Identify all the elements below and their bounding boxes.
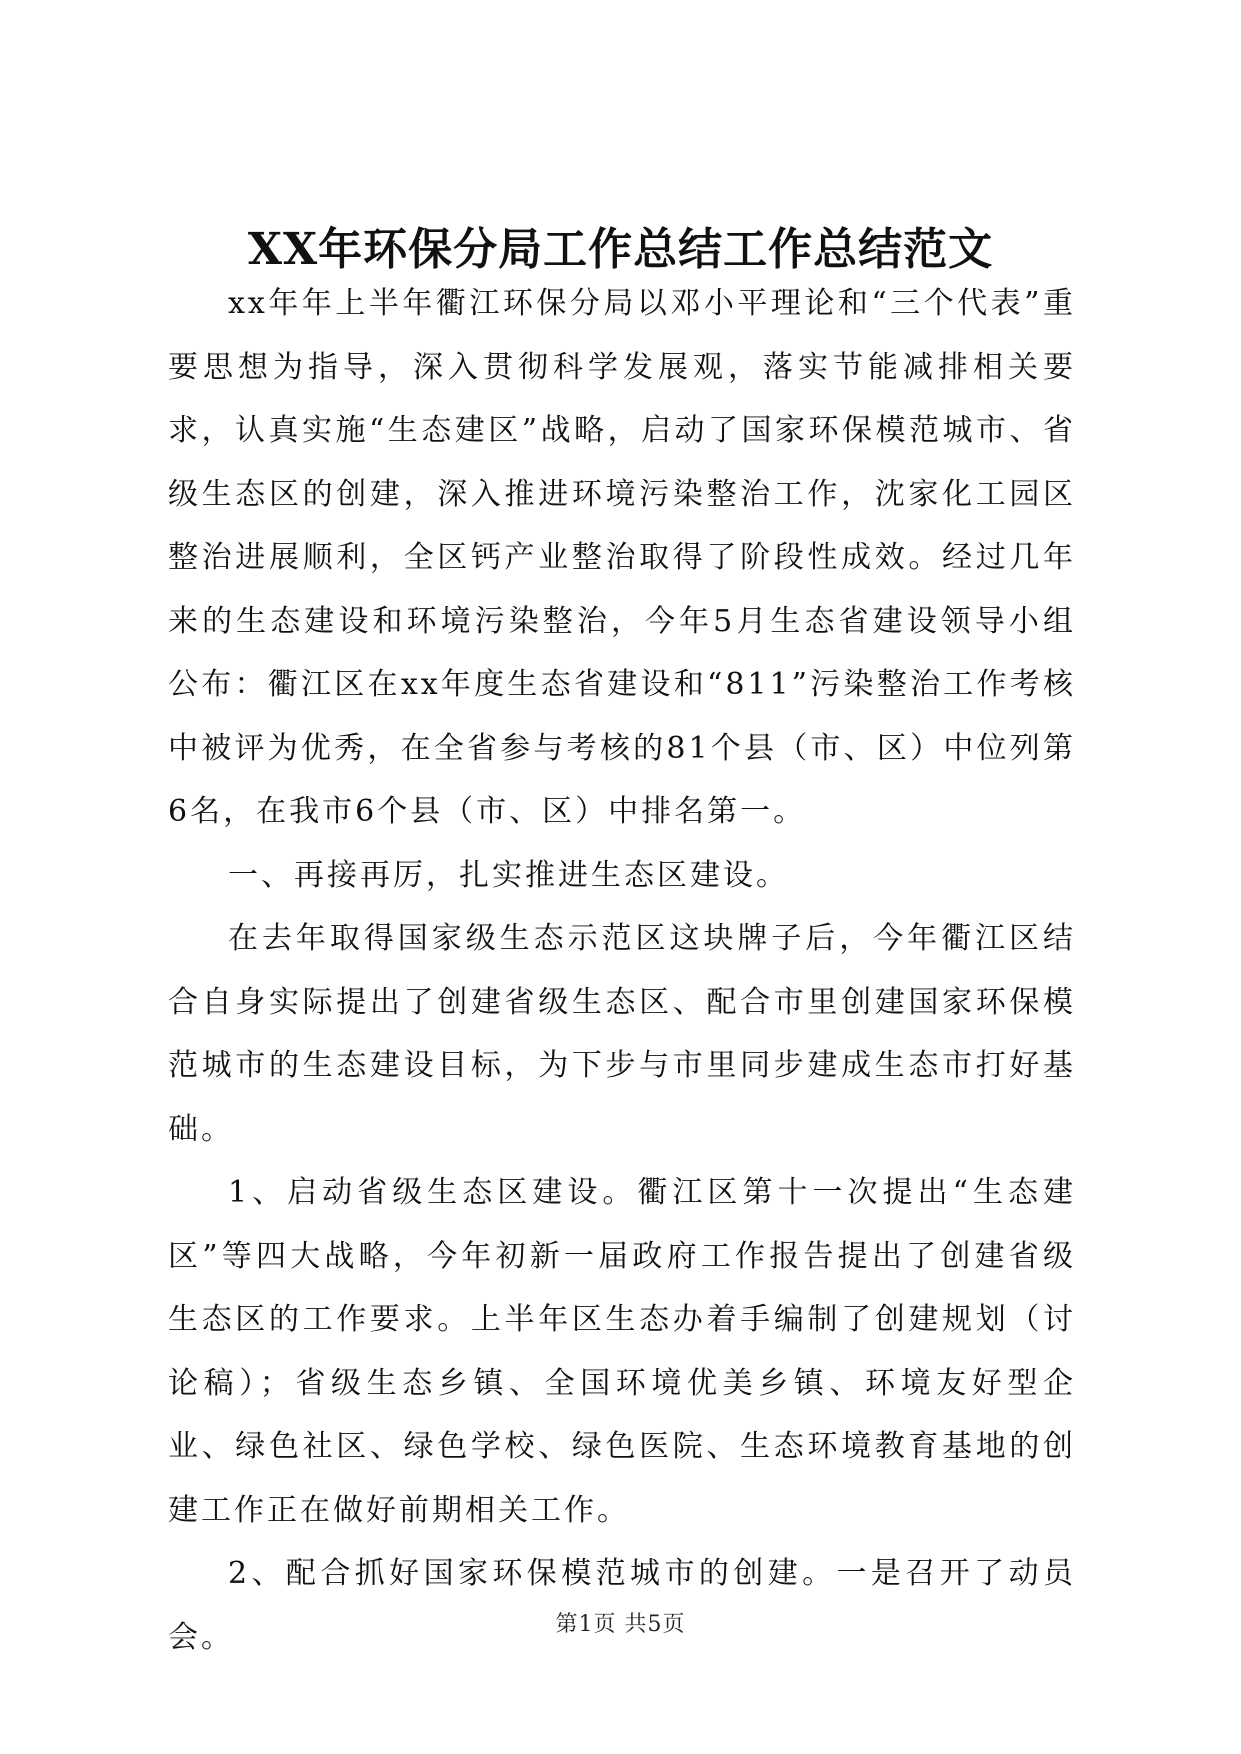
body-paragraph: 2、配合抓好国家环保模范城市的创建。一是召开了动员会。: [168, 1556, 1076, 1655]
document-body: [168, 272, 1076, 1669]
section-heading: 一、再接再厉，扎实推进生态区建设。: [228, 857, 789, 893]
page-footer: 第1页 共5页: [555, 1612, 686, 1637]
body-paragraph: 1、启动省级生态区建设。衢江区第十一次提出“生态建区”等四大战略，今年初新一届政府工作报告提出了创建省级生态区的工作要求。上半年区生态办着手编制了创建规划（讨论稿）；省级生态乡镇、全国环境优美乡镇、环境友好型企业、绿色社区、绿色学校、绿色医院、生态环境教育基地的创建工作正在做好前期相关工作。: [168, 1175, 1076, 1528]
body-paragraph: 在去年取得国家级生态示范区这块牌子后，今年衢江区结合自身实际提出了创建省级生态区、配合市里创建国家环保模范城市的生态建设目标，为下步与市里同步建成生态市打好基础。: [168, 921, 1076, 1147]
document-title: XX年环保分局工作总结工作总结范文: [247, 224, 994, 275]
body-paragraph: xx年年上半年衢江环保分局以邓小平理论和“三个代表”重要思想为指导，深入贯彻科学发展观，落实节能减排相关要求，认真实施“生态建区”战略，启动了国家环保模范城市、省级生态区的创建，深入推进环境污染整治工作，沈家化工园区整治进展顺利，全区钙产业整治取得了阶段性成效。经过几年来的生态建设和环境污染整治，今年5月生态省建设领导小组公布：衢江区在xx年度生态省建设和“811”污染整治工作考核中被评为优秀，在全省参与考核的81个县（市、区）中位列第6名，在我市6个县（市、区）中排名第一。: [168, 286, 1076, 829]
